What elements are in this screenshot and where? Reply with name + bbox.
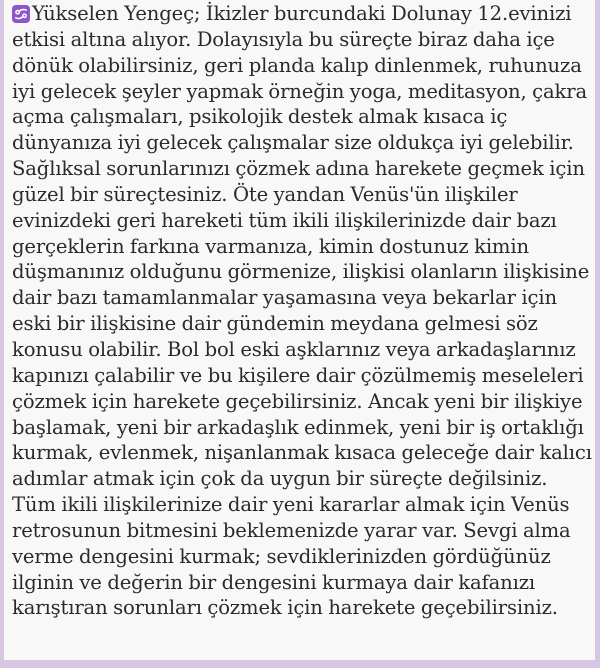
- text-line: konusu olabilir. Bol bol eski aşklarınız veya arkadaşlarınız: [12, 337, 576, 361]
- text-line: çözmek için harekete geçebilirsiniz. Ancak yeni bir ilişkiye: [12, 389, 583, 413]
- text-line: açma çalışmaları, psikolojik destek almak kısaca iç: [12, 105, 508, 129]
- text-line: gerçeklerin farkına varmanıza, kimin dostunuz kimin: [12, 234, 529, 258]
- text-line-content: Yükselen Yengeç; İkizler burcundaki Dolunay 12.evinizi: [32, 2, 572, 25]
- text-line: dair bazı tamamlanmalar yaşamasına veya bekarlar için: [12, 286, 557, 310]
- text-line: düşmanınız olduğunu görmenize, ilişkisi olanların ilişkisine: [12, 260, 590, 284]
- text-line: eski bir ilişkisine dair gündemin meydana gelmesi söz: [12, 312, 538, 336]
- text-line: kurmak, evlenmek, nişanlanmak kısaca geleceğe dair kalıcı: [12, 441, 592, 465]
- text-line: güzel bir süreçtesiniz. Öte yandan Venüs'ün ilişkiler: [12, 182, 518, 206]
- text-line: evinizdeki geri hareketi tüm ikili ilişkilerinizde dair bazı: [12, 208, 557, 232]
- text-line: Tüm ikili ilişkilerinize dair yeni kararlar almak için Venüs: [12, 493, 570, 517]
- text-line: dünyanıza iyi gelecek çalışmalar size oldukça iyi gelebilir.: [12, 131, 574, 155]
- text-line: Sağlıksal sorunlarınızı çözmek adına harekete geçmek için: [12, 157, 585, 181]
- text-line: retrosunun bitmesini beklemenizde yarar var. Sevgi alma: [12, 518, 571, 542]
- horoscope-card: [4, 0, 595, 660]
- text-line: verme dengesini kurmak; sevdiklerinizden gördüğünüz: [12, 544, 551, 568]
- text-line: karıştıran sorunları çözmek için harekete geçebilirsiniz.: [12, 596, 558, 620]
- text-line: kapınızı çalabilir ve bu kişilere dair çözülmemiş meseleleri: [12, 363, 584, 387]
- text-line: adımlar atmak için çok da uygun bir süreçte değilsiniz.: [12, 467, 548, 491]
- text-line: iyi gelecek şeyler yapmak örneğin yoga, meditasyon, çakra: [12, 79, 587, 103]
- text-line: başlamak, yeni bir arkadaşlık edinmek, yeni bir iş ortaklığı: [12, 415, 584, 439]
- horoscope-text: [12, 1, 592, 621]
- text-line: [12, 1, 579, 27]
- text-line: etkisi altına alıyor. Dolayısıyla bu süreçte biraz daha içe: [12, 27, 555, 51]
- text-line: dönük olabilirsiniz, geri planda kalıp dinlenmek, ruhunuza: [12, 53, 582, 77]
- text-line: ilginin ve değerin bir dengesini kurmaya dair kafanızı: [12, 570, 536, 594]
- cancer-zodiac-icon: [12, 5, 30, 23]
